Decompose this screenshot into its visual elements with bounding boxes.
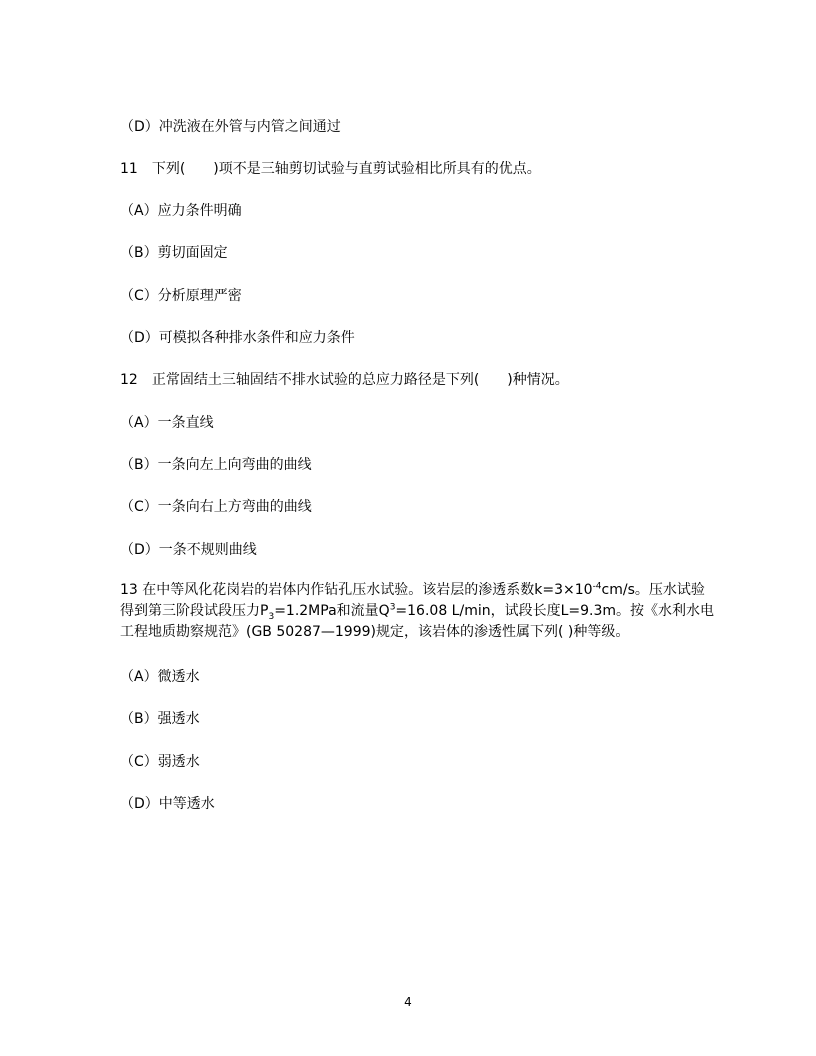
question-13-line-2: 得到第三阶段试段压力$P_3=1.2MPa$和流量$Q^3=16.08$ L/min，试段长度L=9.3m。按《水利水电 [120,602,715,622]
question-11-option-b: （B）剪切面固定 [120,245,228,261]
question-13-option-c: （C）弱透水 [120,754,200,770]
question-11-option-d: （D）可模拟各种排水条件和应力条件 [120,330,355,346]
question-13-line-1: 13 在中等风化花岗岩的岩体内作钻孔压水试验。该岩层的渗透系数$k=3\times 10^{-4}cm/s$。压水试验 [120,581,705,598]
prev-option-d: （D）冲洗液在外管与内管之间通过 [120,119,341,135]
question-13-option-b: （B）强透水 [120,711,200,727]
page-number: 4 [404,995,412,1009]
question-13-line-3: 工程地质勘察规范》(GB 50287—1999)规定，该岩体的渗透性属下列( )种等级。 [120,624,630,640]
question-12-option-b: （B）一条向左上向弯曲的曲线 [120,457,312,473]
question-13-option-a: （A）微透水 [120,669,200,685]
question-11-stem: 11 下列( )项不是三轴剪切试验与直剪试验相比所具有的优点。 [120,161,541,177]
question-13-stem [120,580,715,643]
question-11-option-a: （A）应力条件明确 [120,203,242,219]
question-12-stem: 12 正常固结土三轴固结不排水试验的总应力路径是下列( )种情况。 [120,372,569,388]
question-13-option-d: （D）中等透水 [120,796,215,812]
question-12-option-a: （A）一条直线 [120,415,214,431]
question-12-option-c: （C）一条向右上方弯曲的曲线 [120,499,312,515]
question-11-option-c: （C）分析原理严密 [120,288,242,304]
question-12-option-d: （D）一条不规则曲线 [120,542,257,558]
